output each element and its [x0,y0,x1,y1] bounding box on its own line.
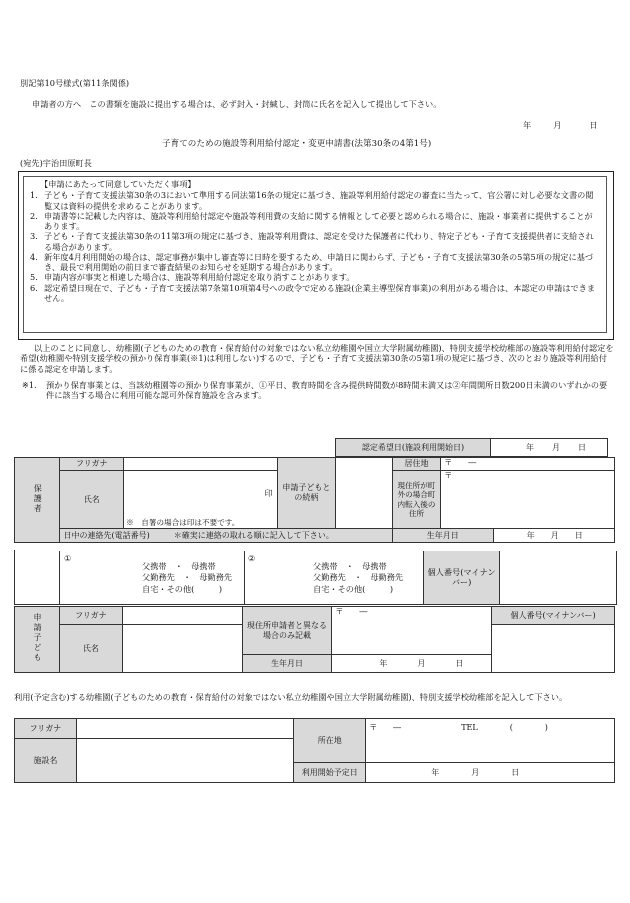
current-address-label: 現住所申請者と異なる場合のみ記載 [242,607,332,655]
form-label: 別記第10号様式(第11条関係) [20,78,130,88]
child-name-input[interactable] [122,625,242,673]
address-label: 居住地 [392,458,440,471]
child-mynumber-input[interactable] [492,625,615,673]
consent-item: 3. 子ども・子育て支援法第30条の11第3項の規定に基づき、施設等利用費は、認定を受けた保護者に代わり、特定子ども・子育て支援提供者に支給される場合があります。 [30,231,594,252]
address-input[interactable]: 〒 ― [441,458,615,471]
moving-in-input[interactable]: 〒 [441,471,615,529]
child-furigana-label: フリガナ [59,607,122,625]
mynumber-label: 個人番号(マイナンバー) [427,567,496,588]
facility-name-label: 施設名 [15,739,77,783]
consent-heading: 【申請にあたって同意していただく事項】 [40,179,196,189]
contact-1-options[interactable]: 父携帯 ・ 母携帯 父勤務先 ・ 母勤務先 自宅・その他( ) [142,561,233,594]
contact-2-options[interactable]: 父携帯 ・ 母携帯 父勤務先 ・ 母勤務先 自宅・その他( ) [313,561,404,594]
child-table [14,606,615,673]
start-date-label: 利用開始予定日 [294,763,366,783]
child-birthdate-label: 生年月日 [242,655,332,673]
guardian-birthdate-label: 生年月日 [392,529,493,543]
submission-notice: 申請者の方へ この書類を施設に提出する場合は、必ず封入・封緘し、封筒に氏名を記入して提出して下さい。 [32,99,442,109]
guardian-label-continue [14,550,60,605]
consent-item: 1. 子ども・子育て支援法第30条の3において準用する同法第16条の規定に基づき、施設等利用給付認定の審査に当たって、官公署に対し必要な文書の閲覧又は資料の提供を求めることがあります。 [30,190,594,211]
signature-note: ※ 自署の場合は印は不要です。 [126,517,240,527]
facility-intro: 利用(予定含む)する幼稚園(子どものための教育・保育給付の対象ではない私立幼稚園や国立大学附属幼稚園)、特別支援学校幼稚部を記入して下さい。 [14,692,568,702]
location-label: 所在地 [294,719,366,763]
guardian-furigana-input[interactable] [124,458,278,471]
facility-table [14,718,615,783]
agreement-text: 以上のことに同意し、幼稚園(子どものための教育・保育給付の対象ではない私立幼稚園や国立大学附属幼稚園)、特別支援学校幼稚部の施設等利用給付認定を希望(幼稚園や特別支援学校の預かり保育事業(※1)は利用しない)するので、子ども・子育て支援法第30条の5第1項の規定に基づき、次のとおり施設等利用給付に係る認定を申請します。 [20,343,614,374]
date-line: 年 月 日 [523,120,598,130]
location-input[interactable]: 〒 ― TEL ( ) [366,719,615,763]
contact-label: 日中の連絡先(電話番号) ＊確実に連絡の取れる順に記入して下さい。 [60,529,392,543]
moving-in-label: 現住所が町外の場合町内転入後の住所 [392,471,440,529]
note1-text: 預かり保育事業とは、当該幼稚園等の預かり保育事業が、①平日、教育時間を含み提供時間数が8時間未満又は②年間開所日数200日未満のいずれかの要件に該当する場合に利用可能な認可外保育施設を含みます。 [46,380,608,401]
contact-2-mark: ② [248,553,256,563]
relation-label: 申請子どもとの続柄 [277,458,336,529]
child-name-label: 氏名 [59,625,122,673]
consent-list [30,190,598,303]
desired-date-table [335,438,608,457]
facility-furigana-label: フリガナ [15,719,77,739]
guardian-name-input[interactable] [124,471,278,529]
consent-item: 4. 新年度4月利用開始の場合は、認定事務が集中し審査等に日時を要するため、申請日に関わらず、子ども・子育て支援法第30条の5第5項の規定に基づき、最長で利用開始の前日まで審査結果のお知らせを延期する場合があります。 [30,251,594,272]
applicant-table [14,457,615,543]
guardian-label: 保護者 [15,458,60,543]
consent-item: 6. 認定希望日現在で、子ども・子育て支援法第7条第10項第4号への政令で定める施設(企業主導型保育事業)の利用がある場合は、本認定の申請はできません。 [30,282,596,303]
child-label: 申請子ども [15,607,60,673]
guardian-birthdate-input[interactable]: 年 月 日 [493,529,614,543]
contact-detail-row [59,551,617,605]
child-furigana-input[interactable] [122,607,242,625]
relation-input[interactable] [336,458,393,529]
consent-box [18,171,614,340]
desired-date-field[interactable]: 年 月 日 [491,439,608,457]
facility-furigana-input[interactable] [76,719,293,739]
consent-item: 5. 申請内容が事実と相違した場合は、施設等利用給付認定を取り消すことがあります。 [30,272,355,283]
guardian-furigana-label: フリガナ [60,458,124,471]
mynumber-label-cell [423,551,500,604]
start-date-input[interactable]: 年 月 日 [366,763,615,783]
consent-item: 2. 申請書等に記載した内容は、施設等利用給付認定や施設等利用費の支給に関する情報として必要と認められる場合に、施設・事業者に提供することがあります。 [30,210,593,231]
guardian-name-label: 氏名 [60,471,124,529]
facility-name-input[interactable] [76,739,293,783]
addressee: (宛先)宇治田原町長 [20,158,92,168]
desired-date-label: 認定希望日(施設利用開始日) [336,439,491,457]
contact-1-mark: ① [64,553,72,563]
child-mynumber-label: 個人番号(マイナンバー) [492,607,615,625]
seal-mark: 印 [264,489,273,498]
divider [244,551,245,604]
current-address-input[interactable]: 〒 ― [332,607,492,655]
page-title: 子育てのための施設等利用給付認定・変更申請書(法第30条の4第1号) [162,139,432,149]
child-birthdate-input[interactable]: 年 月 日 [332,655,492,673]
note1-mark: ※1. [22,380,37,390]
